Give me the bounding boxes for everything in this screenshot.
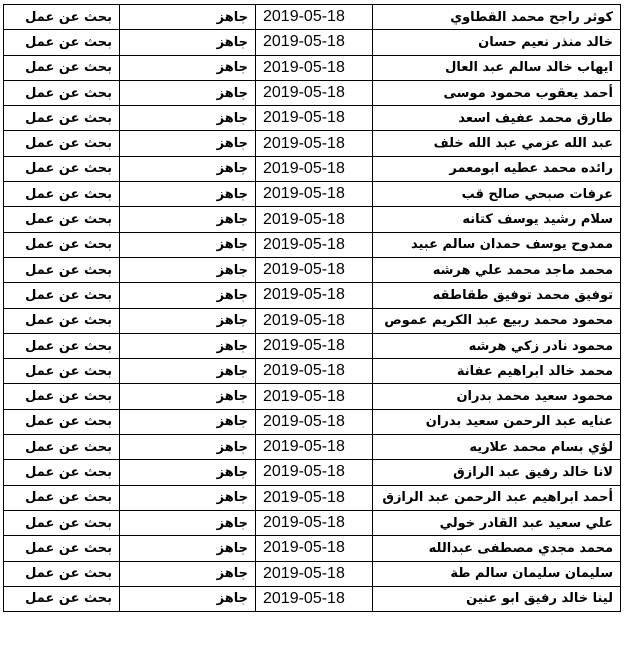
date-cell: [256, 182, 373, 207]
name-text: لينا خالد رفيق ابو عنين: [466, 591, 613, 607]
name-cell: [373, 30, 621, 55]
name-cell: [373, 106, 621, 131]
records-table: [3, 4, 621, 612]
table-row: [4, 182, 621, 207]
date-cell: [256, 536, 373, 561]
status-text: جاهز: [216, 85, 248, 101]
name-text: توفيق محمد توفيق طقاطقه: [432, 287, 613, 303]
action-text: بحث عن عمل: [25, 313, 112, 329]
date-text: 2019-05-18: [263, 564, 345, 582]
table-row: [4, 30, 621, 55]
name-text: سليمان سليمان سالم طة: [450, 566, 613, 582]
status-text: جاهز: [216, 313, 248, 329]
date-text: 2019-05-18: [263, 514, 345, 532]
date-text: 2019-05-18: [263, 412, 345, 430]
status-cell: [120, 106, 256, 131]
date-cell: [256, 384, 373, 409]
action-text: بحث عن عمل: [25, 591, 112, 607]
status-text: جاهز: [216, 566, 248, 582]
name-text: ممدوح يوسف حمدان سالم عبيد: [410, 237, 613, 253]
name-text: رائده محمد عطيه ابومعمر: [449, 161, 613, 177]
status-text: جاهز: [216, 490, 248, 506]
action-cell: [4, 384, 120, 409]
date-cell: [256, 460, 373, 485]
name-text: علي سعيد عبد القادر خولي: [439, 515, 613, 531]
action-cell: [4, 308, 120, 333]
status-text: جاهز: [216, 237, 248, 253]
date-cell: [256, 561, 373, 586]
name-cell: [373, 510, 621, 535]
action-cell: [4, 536, 120, 561]
date-cell: [256, 131, 373, 156]
date-cell: [256, 80, 373, 105]
name-text: محمد ماجد محمد علي هرشه: [432, 262, 613, 278]
table-row: [4, 80, 621, 105]
status-cell: [120, 536, 256, 561]
status-cell: [120, 131, 256, 156]
date-cell: [256, 5, 373, 30]
status-cell: [120, 182, 256, 207]
status-text: جاهز: [216, 34, 248, 50]
name-cell: [373, 182, 621, 207]
action-cell: [4, 257, 120, 282]
date-text: 2019-05-18: [263, 286, 345, 304]
status-cell: [120, 207, 256, 232]
name-text: محمد مجدي مصطفى عبدالله: [428, 540, 613, 556]
action-cell: [4, 485, 120, 510]
name-cell: [373, 333, 621, 358]
action-text: بحث عن عمل: [25, 262, 112, 278]
table-row: [4, 409, 621, 434]
table-row: [4, 131, 621, 156]
name-cell: [373, 359, 621, 384]
action-cell: [4, 283, 120, 308]
date-cell: [256, 333, 373, 358]
name-cell: [373, 232, 621, 257]
action-cell: [4, 232, 120, 257]
name-cell: [373, 156, 621, 181]
date-cell: [256, 485, 373, 510]
status-cell: [120, 435, 256, 460]
action-text: بحث عن عمل: [25, 464, 112, 480]
date-text: 2019-05-18: [263, 84, 345, 102]
name-text: محمود سعيد محمد بدران: [456, 389, 613, 405]
action-cell: [4, 333, 120, 358]
status-text: جاهز: [216, 389, 248, 405]
name-text: لؤي بسام محمد علاريه: [469, 439, 613, 455]
status-text: جاهز: [216, 161, 248, 177]
status-cell: [120, 586, 256, 611]
action-text: بحث عن عمل: [25, 287, 112, 303]
status-text: جاهز: [216, 136, 248, 152]
action-text: بحث عن عمل: [25, 515, 112, 531]
date-cell: [256, 586, 373, 611]
action-text: بحث عن عمل: [25, 566, 112, 582]
name-text: محمد خالد ابراهيم عفانة: [456, 363, 613, 379]
date-text: 2019-05-18: [263, 539, 345, 557]
status-cell: [120, 359, 256, 384]
name-cell: [373, 80, 621, 105]
date-text: 2019-05-18: [263, 210, 345, 228]
status-cell: [120, 80, 256, 105]
status-text: جاهز: [216, 591, 248, 607]
table-row: [4, 55, 621, 80]
action-text: بحث عن عمل: [25, 363, 112, 379]
date-cell: [256, 510, 373, 535]
table-row: [4, 156, 621, 181]
name-text: سلام رشيد يوسف كتانه: [462, 212, 613, 228]
action-text: بحث عن عمل: [25, 110, 112, 126]
status-text: جاهز: [216, 287, 248, 303]
name-cell: [373, 384, 621, 409]
date-cell: [256, 207, 373, 232]
status-cell: [120, 561, 256, 586]
status-text: جاهز: [216, 262, 248, 278]
table-row: [4, 283, 621, 308]
date-cell: [256, 359, 373, 384]
name-text: كوثر راجح محمد القطاوي: [450, 9, 613, 25]
status-text: جاهز: [216, 515, 248, 531]
date-text: 2019-05-18: [263, 261, 345, 279]
status-cell: [120, 55, 256, 80]
date-text: 2019-05-18: [263, 33, 345, 51]
status-cell: [120, 156, 256, 181]
name-text: عبد الله عزمي عبد الله خلف: [433, 136, 613, 152]
name-text: لانا خالد رفيق عبد الرازق: [453, 464, 613, 480]
status-text: جاهز: [216, 439, 248, 455]
action-cell: [4, 131, 120, 156]
date-text: 2019-05-18: [263, 235, 345, 253]
action-text: بحث عن عمل: [25, 237, 112, 253]
status-cell: [120, 333, 256, 358]
status-text: جاهز: [216, 414, 248, 430]
date-cell: [256, 283, 373, 308]
date-text: 2019-05-18: [263, 8, 345, 26]
action-cell: [4, 106, 120, 131]
name-cell: [373, 460, 621, 485]
table-row: [4, 106, 621, 131]
date-cell: [256, 156, 373, 181]
action-cell: [4, 207, 120, 232]
table-row: [4, 510, 621, 535]
status-text: جاهز: [216, 338, 248, 354]
name-text: أحمد يعقوب محمود موسى: [443, 85, 613, 101]
table-row: [4, 207, 621, 232]
date-text: 2019-05-18: [263, 438, 345, 456]
date-cell: [256, 435, 373, 460]
table-row: [4, 536, 621, 561]
name-cell: [373, 131, 621, 156]
table-row: [4, 257, 621, 282]
table-row: [4, 561, 621, 586]
action-text: بحث عن عمل: [25, 389, 112, 405]
name-text: ايهاب خالد سالم عبد العال: [445, 60, 613, 76]
action-cell: [4, 586, 120, 611]
date-cell: [256, 30, 373, 55]
action-text: بحث عن عمل: [25, 212, 112, 228]
status-cell: [120, 485, 256, 510]
date-text: 2019-05-18: [263, 362, 345, 380]
action-text: بحث عن عمل: [25, 34, 112, 50]
table-row: [4, 308, 621, 333]
action-text: بحث عن عمل: [25, 85, 112, 101]
status-cell: [120, 384, 256, 409]
action-cell: [4, 561, 120, 586]
date-cell: [256, 308, 373, 333]
status-text: جاهز: [216, 363, 248, 379]
table-row: [4, 586, 621, 611]
date-text: 2019-05-18: [263, 185, 345, 203]
action-cell: [4, 435, 120, 460]
name-text: عرفات صبحي صالح قب: [461, 186, 613, 202]
table-row: [4, 5, 621, 30]
status-cell: [120, 5, 256, 30]
name-text: طارق محمد عفيف اسعد: [458, 110, 613, 126]
action-text: بحث عن عمل: [25, 439, 112, 455]
name-cell: [373, 308, 621, 333]
date-cell: [256, 55, 373, 80]
table-row: [4, 232, 621, 257]
date-text: 2019-05-18: [263, 337, 345, 354]
date-text: 2019-05-18: [263, 109, 345, 127]
status-cell: [120, 409, 256, 434]
action-text: بحث عن عمل: [25, 414, 112, 430]
date-text: 2019-05-18: [263, 159, 345, 177]
action-text: بحث عن عمل: [25, 9, 112, 25]
date-text: 2019-05-18: [263, 58, 345, 76]
status-text: جاهز: [216, 60, 248, 76]
status-text: جاهز: [216, 540, 248, 556]
table-row: [4, 333, 621, 358]
date-text: 2019-05-18: [263, 463, 345, 481]
status-cell: [120, 460, 256, 485]
status-text: جاهز: [216, 186, 248, 202]
table-row: [4, 435, 621, 460]
name-cell: [373, 257, 621, 282]
status-cell: [120, 232, 256, 257]
status-cell: [120, 510, 256, 535]
action-cell: [4, 80, 120, 105]
date-cell: [256, 409, 373, 434]
name-text: أحمد ابراهيم عبد الرحمن عبد الرازق: [382, 490, 613, 506]
table-row: [4, 384, 621, 409]
action-cell: [4, 510, 120, 535]
date-text: 2019-05-18: [263, 311, 345, 329]
status-cell: [120, 257, 256, 282]
table-body: [4, 5, 621, 612]
date-cell: [256, 257, 373, 282]
table-row: [4, 359, 621, 384]
name-cell: [373, 207, 621, 232]
action-cell: [4, 30, 120, 55]
date-text: 2019-05-18: [263, 134, 345, 152]
name-cell: [373, 283, 621, 308]
status-cell: [120, 30, 256, 55]
action-cell: [4, 5, 120, 30]
action-text: بحث عن عمل: [25, 490, 112, 506]
action-text: بحث عن عمل: [25, 338, 112, 354]
action-cell: [4, 409, 120, 434]
status-text: جاهز: [216, 9, 248, 25]
action-cell: [4, 55, 120, 80]
action-cell: [4, 460, 120, 485]
action-text: بحث عن عمل: [25, 60, 112, 76]
status-cell: [120, 308, 256, 333]
name-cell: [373, 485, 621, 510]
name-text: خالد منذر نعيم حسان: [478, 34, 613, 50]
name-text: محمود محمد ربيع عبد الكريم عموص: [384, 313, 613, 329]
date-text: 2019-05-18: [263, 589, 345, 607]
name-cell: [373, 435, 621, 460]
name-cell: [373, 536, 621, 561]
action-text: بحث عن عمل: [25, 540, 112, 556]
name-cell: [373, 409, 621, 434]
table-row: [4, 460, 621, 485]
name-text: محمود نادر زكي هرشه: [468, 338, 613, 354]
action-cell: [4, 359, 120, 384]
date-cell: [256, 232, 373, 257]
table-row: [4, 485, 621, 510]
status-cell: [120, 283, 256, 308]
date-text: 2019-05-18: [263, 387, 345, 405]
action-text: بحث عن عمل: [25, 186, 112, 202]
name-cell: [373, 55, 621, 80]
name-cell: [373, 5, 621, 30]
date-cell: [256, 106, 373, 131]
status-text: جاهز: [216, 212, 248, 228]
name-cell: [373, 586, 621, 611]
name-cell: [373, 561, 621, 586]
action-cell: [4, 182, 120, 207]
document-page: [3, 4, 621, 648]
action-text: بحث عن عمل: [25, 161, 112, 177]
action-text: بحث عن عمل: [25, 136, 112, 152]
date-text: 2019-05-18: [263, 488, 345, 506]
action-cell: [4, 156, 120, 181]
status-text: جاهز: [216, 110, 248, 126]
status-text: جاهز: [216, 464, 248, 480]
name-text: عنايه عبد الرحمن سعيد بدران: [425, 414, 613, 430]
